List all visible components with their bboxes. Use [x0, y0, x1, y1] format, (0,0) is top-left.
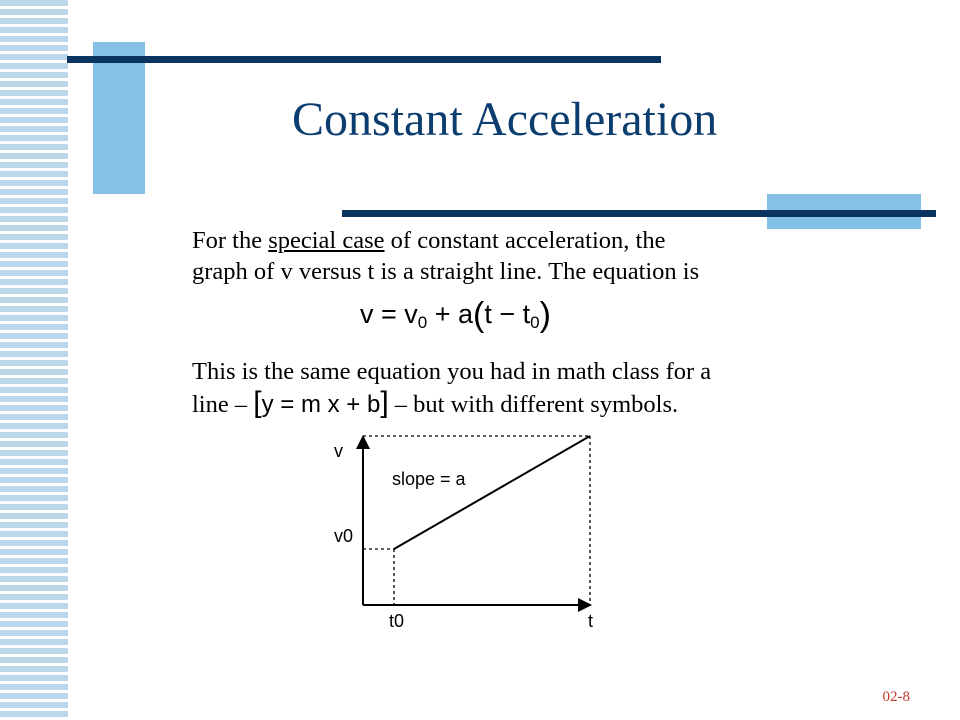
slide-number: 02-8 [882, 689, 910, 705]
velocity-time-graph [320, 425, 620, 635]
y-axis-label: v [334, 441, 343, 461]
decorative-stripes [0, 0, 68, 720]
v0-label: v0 [334, 526, 354, 546]
paragraph-intro-line2: graph of v versus t is a straight line. The equation is [192, 258, 700, 285]
t0-label: t0 [389, 611, 405, 631]
slide-title: Constant Acceleration [292, 93, 718, 146]
x-axis-label: t [588, 611, 594, 631]
decorative-line-top [67, 56, 661, 63]
y-axis-arrow [356, 435, 370, 449]
paragraph-intro [192, 225, 699, 287]
paragraph-math-line1: This is the same equation you had in math class for a [192, 358, 712, 385]
line-equation: [y = m x + b] [253, 386, 389, 419]
decorative-block-top-left [93, 42, 145, 194]
velocity-equation: $v = v_0 + a(t - t_0)$ [360, 296, 551, 334]
velocity-line [394, 436, 590, 549]
decorative-line-middle [342, 210, 936, 217]
slope-label: slope = a [392, 469, 466, 489]
paragraph-math-line2: line – [y = m x + b] – but with different symbols. [192, 386, 679, 419]
special-case-text: special case [268, 227, 385, 254]
paragraph-math-class [192, 356, 711, 420]
paragraph-intro-line1: For the special case of constant acceleration, the [192, 227, 666, 254]
